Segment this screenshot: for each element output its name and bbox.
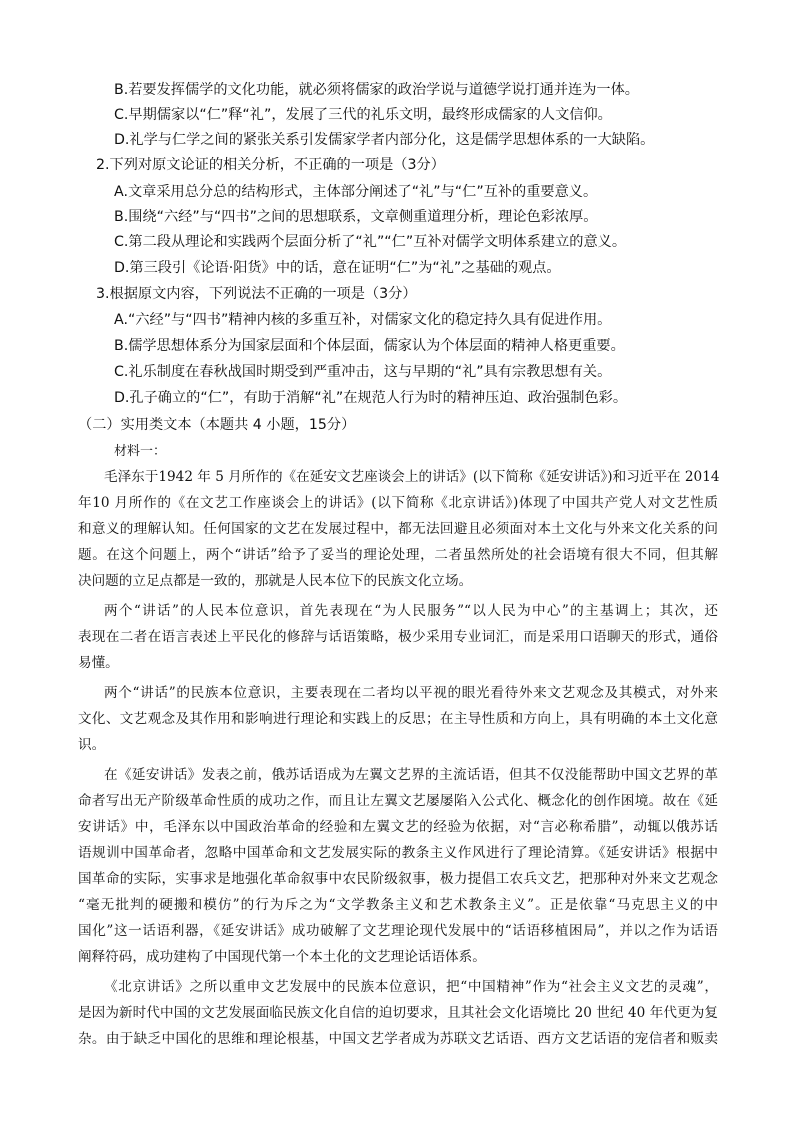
para-1-line-3: 和意义的理解认知。任何国家的文艺在发展过程中，都无法回避且必须面对本土文化与外来文化关系的问 (78, 521, 718, 537)
para-4-line-4: 语规训中国革命者，忽略中国革命和文艺发展实际的教条主义作风进行了理论清算。《延安讲话》根据中 (78, 845, 718, 861)
para-1-line-5: 决问题的立足点都是一致的，那就是人民本位下的民族文化立场。 (78, 573, 473, 589)
q2-stem: 2.下列对原文论证的相关分析，不正确的一项是（3分） (96, 157, 445, 173)
q1-option-c[interactable]: C.早期儒家以“仁”释“礼”，发展了三代的礼乐文明，最终形成儒家的人文信仰。 (114, 107, 612, 123)
q3-option-d[interactable]: D.孔子确立的“仁”，有助于消解“礼”在规范人行为时的精神压迫、政治强制色彩。 (114, 390, 628, 406)
para-3-line-1: 两个“讲话”的民族本位意识，主要表现在二者均以平视的眼光看待外来文艺观念及其模式，对外来 (104, 685, 718, 701)
para-3-line-3: 识。 (78, 737, 106, 753)
para-4-line-5: 国革命的实际，实事求是地强化革命叙事中农民阶级叙事，极力提倡工农兵文艺，把那种对外来文艺观念 (78, 871, 718, 887)
q3-option-c[interactable]: C.礼乐制度在春秋战国时期受到严重冲击，这与早期的“礼”具有宗教思想有关。 (114, 364, 612, 380)
q2-option-a[interactable]: A.文章采用总分总的结构形式，主体部分阐述了“礼”与“仁”互补的重要意义。 (114, 184, 598, 200)
section-heading: （二）实用类文本（本题共 4 小题，15分） (78, 417, 356, 433)
material-label: 材料一： (114, 444, 167, 459)
para-4-line-2: 命者写出无产阶级革命性质的成功之作，而且让左翼文艺屡屡陷入公式化、概念化的创作困境。故在《延 (78, 793, 718, 809)
q2-option-d[interactable]: D.第三段引《论语·阳货》中的话，意在证明“仁”为“礼”之基础的观点。 (114, 260, 561, 276)
q1-option-d[interactable]: D.礼学与仁学之间的紧张关系引发儒家学者内部分化，这是儒学思想体系的一大缺陷。 (114, 132, 655, 148)
para-4-line-7: 国化”这一话语利器，《延安讲话》成功破解了文艺理论现代发展中的“话语移植困局”，并以之作为话语 (78, 923, 718, 939)
q3-option-b[interactable]: B.儒学思想体系分为国家层面和个体层面，儒家认为个体层面的精神人格更重要。 (114, 338, 625, 354)
para-3-line-2: 文化、文艺观念及其作用和影响进行理论和实践上的反思；在主导性质和方向上，具有明确的本土文化意 (78, 711, 718, 727)
para-5-line-1: 《北京讲话》之所以重申文艺发展中的民族本位意识，把“中国精神”作为“社会主义文艺的灵魂”， (104, 979, 718, 995)
para-4-line-3: 安讲话》中，毛泽东以中国政治革命的经验和左翼文艺的经验为依据，对“言必称希腊”，动辄以俄苏话 (78, 819, 718, 835)
para-1-line-1: 毛泽东于1942 年 5 月所作的《在延安文艺座谈会上的讲话》(以下简称《延安讲话》)和习近平在 2014 (104, 469, 720, 485)
para-1-line-2: 年10 月所作的《在文艺工作座谈会上的讲话》(以下简称《北京讲话》)体现了中国共产党人对文艺性质 (78, 495, 718, 511)
q1-option-b[interactable]: B.若要发挥儒学的文化功能，就必须将儒家的政治学说与道德学说打通并连为一体。 (114, 82, 639, 98)
para-2-line-3: 易懂。 (78, 655, 119, 671)
para-5-line-3: 杂。由于缺乏中国化的思维和理论根基，中国文艺学者成为苏联文艺话语、西方文艺话语的宠信者和贩卖 (78, 1031, 718, 1047)
para-5-line-2: 是因为新时代中国的文艺发展面临民族文化自信的迫切要求，且其社会文化语境比 20 世纪 40 年代更为复 (78, 1005, 718, 1021)
para-2-line-1: 两个“讲话”的人民本位意识，首先表现在“为人民服务”“以人民为中心”的主基调上；其次，还 (104, 603, 718, 619)
q3-option-a[interactable]: A.“六经”与“四书”精神内核的多重互补，对儒家文化的稳定持久具有促进作用。 (114, 312, 612, 328)
q2-option-b[interactable]: B.围绕“六经”与“四书”之间的思想联系，文章侧重道理分析，理论色彩浓厚。 (114, 209, 598, 225)
para-4-line-6: “毫无批判的硬搬和模仿”的行为斥之为“文学教条主义和艺术教条主义”。正是依靠“马克思主义的中 (78, 897, 718, 913)
para-1-line-4: 题。在这个问题上，两个“讲话”给予了妥当的理论处理，二者虽然所处的社会语境有很大不同，但其解 (78, 547, 718, 563)
para-4-line-8: 阐释符码，成功建构了中国现代第一个本土化的文艺理论话语体系。 (78, 949, 486, 965)
q2-option-c[interactable]: C.第二段从理论和实践两个层面分析了“礼”“仁”互补对儒学文明体系建立的意义。 (114, 234, 627, 250)
q3-stem: 3.根据原文内容，下列说法不正确的一项是（3分） (96, 286, 417, 302)
para-2-line-2: 表现在二者在语言表述上平民化的修辞与话语策略，极少采用专业词汇，而是采用口语聊天的形式，通俗 (78, 629, 718, 645)
para-4-line-1: 在《延安讲话》发表之前，俄苏话语成为左翼文艺界的主流话语，但其不仅没能帮助中国文艺界的革 (104, 767, 718, 783)
